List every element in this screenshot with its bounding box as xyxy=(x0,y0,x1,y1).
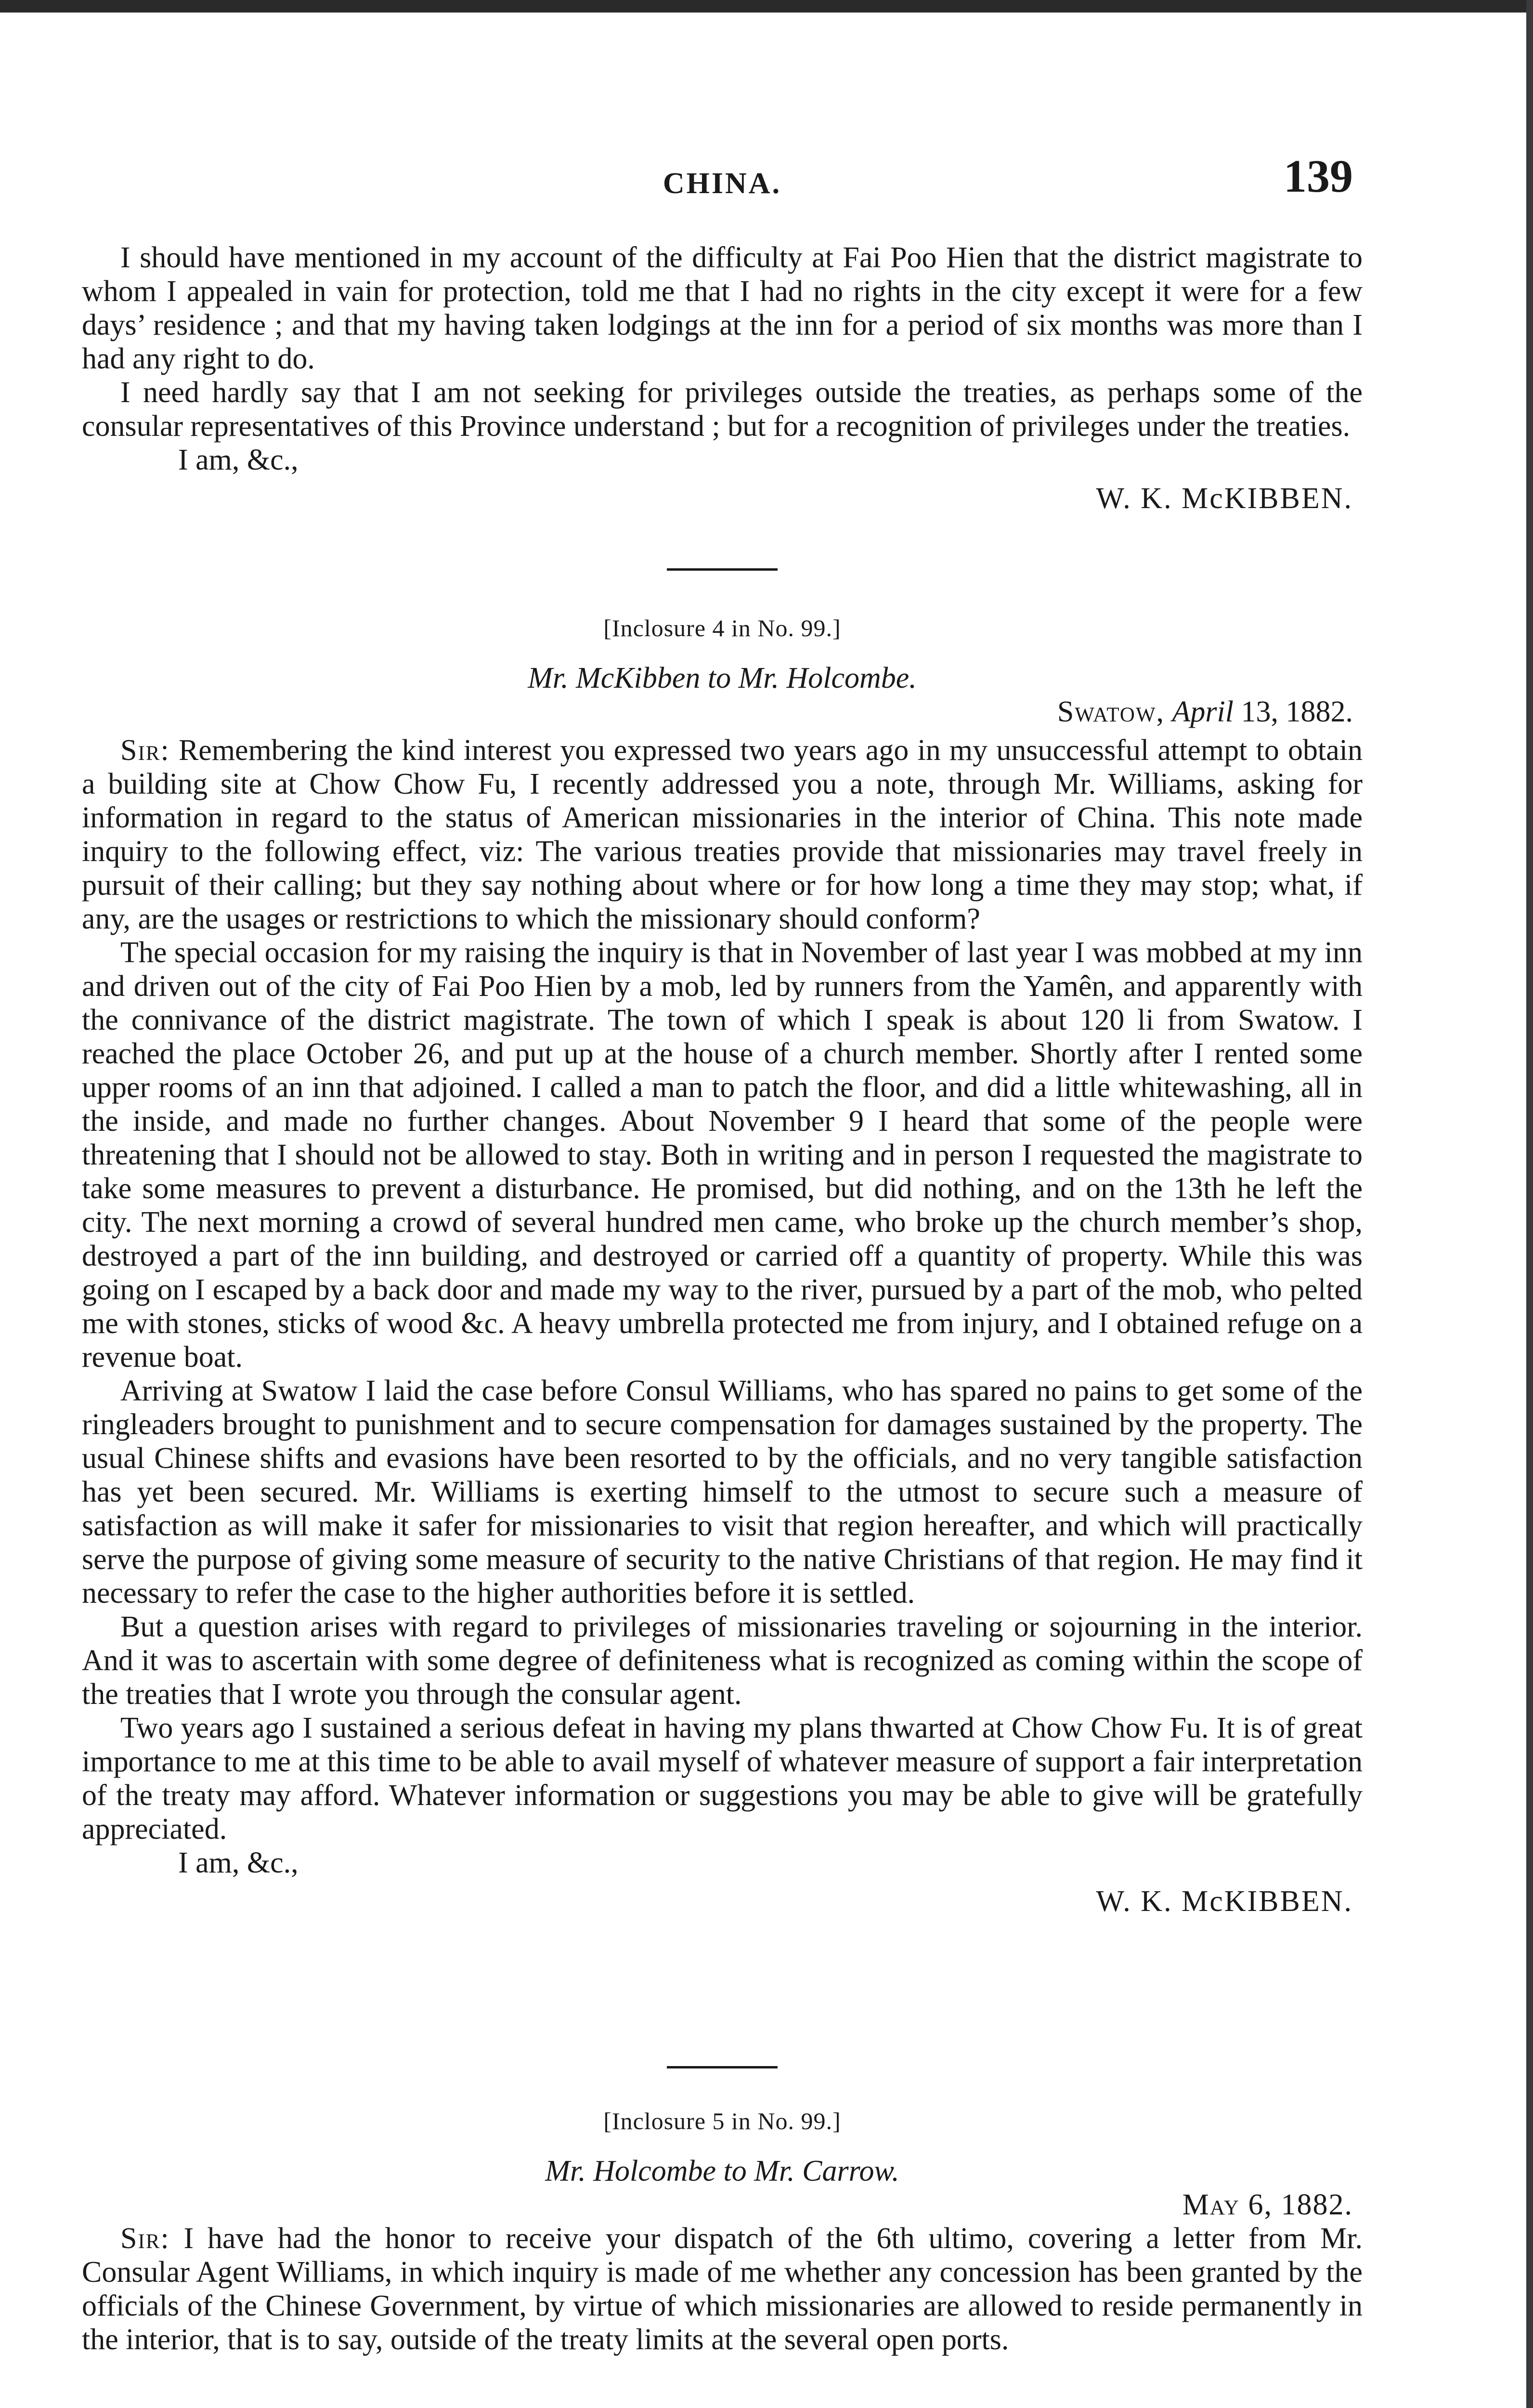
scan-right-edge xyxy=(1526,0,1533,2408)
letter-date xyxy=(1057,695,1353,729)
letter-title: Mr. McKibben to Mr. Holcombe. xyxy=(528,662,917,694)
inclosure-5 xyxy=(82,2047,1363,2356)
paragraph: Arriving at Swatow I laid the case before Consul Williams, who has spared no pains to get some of the ringleaders brought to punishment and to secure compensation for damages sustained by the property. The usual Chinese shifts and evasions have been resorted to by the officials, and no very tangible satisfaction has yet been secured. Mr. Williams is exerting himself to the utmost to secure such a measure of satisfaction as will make it safer for missionaries to visit that region hereafter, and which will practically serve the purpose of giving some measure of security to the native Christians of that region. He may find it necessary to refer the case to the higher authorities before it is settled. xyxy=(82,1374,1363,1610)
paragraph: I should have mentioned in my account of the difficulty at Fai Poo Hien that the district magistrate to whom I appealed in vain for protection, told me that I had no rights in the city except it were for a few days’ residence ; and that my having taken lodgings at the inn for a period of six months was more than I had any right to do. xyxy=(82,241,1363,375)
letter-heading xyxy=(82,2154,1363,2222)
closing: I am, &c., xyxy=(178,1846,299,1879)
salutation: Sir: xyxy=(120,734,170,767)
document-page xyxy=(82,0,1363,2408)
paragraph xyxy=(82,2222,1363,2356)
closing: I am, &c., xyxy=(178,444,299,476)
paragraph: The special occasion for my raising the inquiry is that in November of last year I was mobbed at my inn and driven out of the city of Fai Poo Hien by a mob, led by runners from the Yamên, and apparently with the connivance of the district magistrate. The town of which I speak is about 120 li from Swatow. I reached the place October 26, and put up at the house of a church member. Shortly after I rented some upper rooms of an inn that adjoined. I called a man to patch the floor, and did a little whitewashing, all in the inside, and made no further changes. About November 9 I heard that some of the people were threatening that I should not be allowed to stay. Both in writing and in person I requested the magistrate to take some measures to prevent a disturbance. He promised, but did nothing, and on the 13th he left the city. The next morning a crowd of several hundred men came, who broke up the church member’s shop, destroyed a part of the inn building, and destroyed or carried off a quantity of property. While this was going on I escaped by a back door and made my way to the river, pursued by a part of the mob, who pelted me with stones, sticks of wood &c. A heavy umbrella protected me from injury, and I obtained refuge on a revenue boat. xyxy=(82,936,1363,1374)
date-place: Swatow, xyxy=(1057,695,1165,728)
date-rest: 13, 1882. xyxy=(1241,695,1353,728)
signature-block xyxy=(82,443,1363,515)
paragraph-text: I have had the honor to receive your dispatch of the 6th ultimo, covering a letter from Mr. Consular Agent Williams, in which inquiry is made of me whether any concession has been granted by the officials of the Chinese Government, by virtue of which missionaries are allowed to reside permanently in the interior, that is to say, outside of the treaty limits at the several open ports. xyxy=(82,2222,1363,2356)
signature: W. K. McKIBBEN. xyxy=(1096,482,1353,515)
letter-date: May 6, 1882. xyxy=(1182,2188,1353,2221)
running-head: CHINA. xyxy=(663,167,782,200)
section-rule xyxy=(667,568,778,571)
section-rule xyxy=(667,2066,778,2068)
letter-title: Mr. Holcombe to Mr. Carrow. xyxy=(545,2155,899,2187)
salutation: Sir: xyxy=(120,2222,170,2255)
paragraph: I need hardly say that I am not seeking for privileges outside the treaties, as perhaps some of the consular representatives of this Province understand ; but for a recognition of privileges under the treaties. xyxy=(82,376,1363,443)
letter-continuation xyxy=(82,241,1363,515)
date-month: April xyxy=(1172,695,1234,728)
inclosure-label: [Inclosure 4 in No. 99.] xyxy=(603,615,841,641)
page-header xyxy=(82,149,1363,207)
paragraph-text: Remembering the kind interest you expressed two years ago in my unsuccessful attempt to obtain a building site at Chow Chow Fu, I recently addressed you a note, through Mr. Williams, asking for information in regard to the status of American missionaries in the interior of China. This note made inquiry to the following effect, viz: The various treaties provide that missionaries may travel freely in pursuit of their calling; but they say nothing about where or for how long a time they may stop; what, if any, are the usages or restrictions to which the missionary should conform? xyxy=(82,734,1363,935)
signature-block xyxy=(82,1846,1363,1918)
paragraph: Two years ago I sustained a serious defeat in having my plans thwarted at Chow Chow Fu. It is of great importance to me at this time to be able to avail myself of whatever measure of support a fair interpretation of the treaty may afford. Whatever information or suggestions you may be able to give will be gratefully appreciated. xyxy=(82,1712,1363,1845)
inclosure-label: [Inclosure 5 in No. 99.] xyxy=(603,2107,841,2134)
inclosure-4 xyxy=(82,520,1363,1918)
signature: W. K. McKIBBEN. xyxy=(1096,1885,1353,1918)
letter-heading xyxy=(82,661,1363,733)
paragraph xyxy=(82,733,1363,936)
paragraph: But a question arises with regard to privileges of missionaries traveling or sojourning in the interior. And it was to ascertain with some degree of definiteness what is recognized as coming within the scope of the treaties that I wrote you through the consular agent. xyxy=(82,1610,1363,1711)
page-number: 139 xyxy=(1284,150,1353,202)
